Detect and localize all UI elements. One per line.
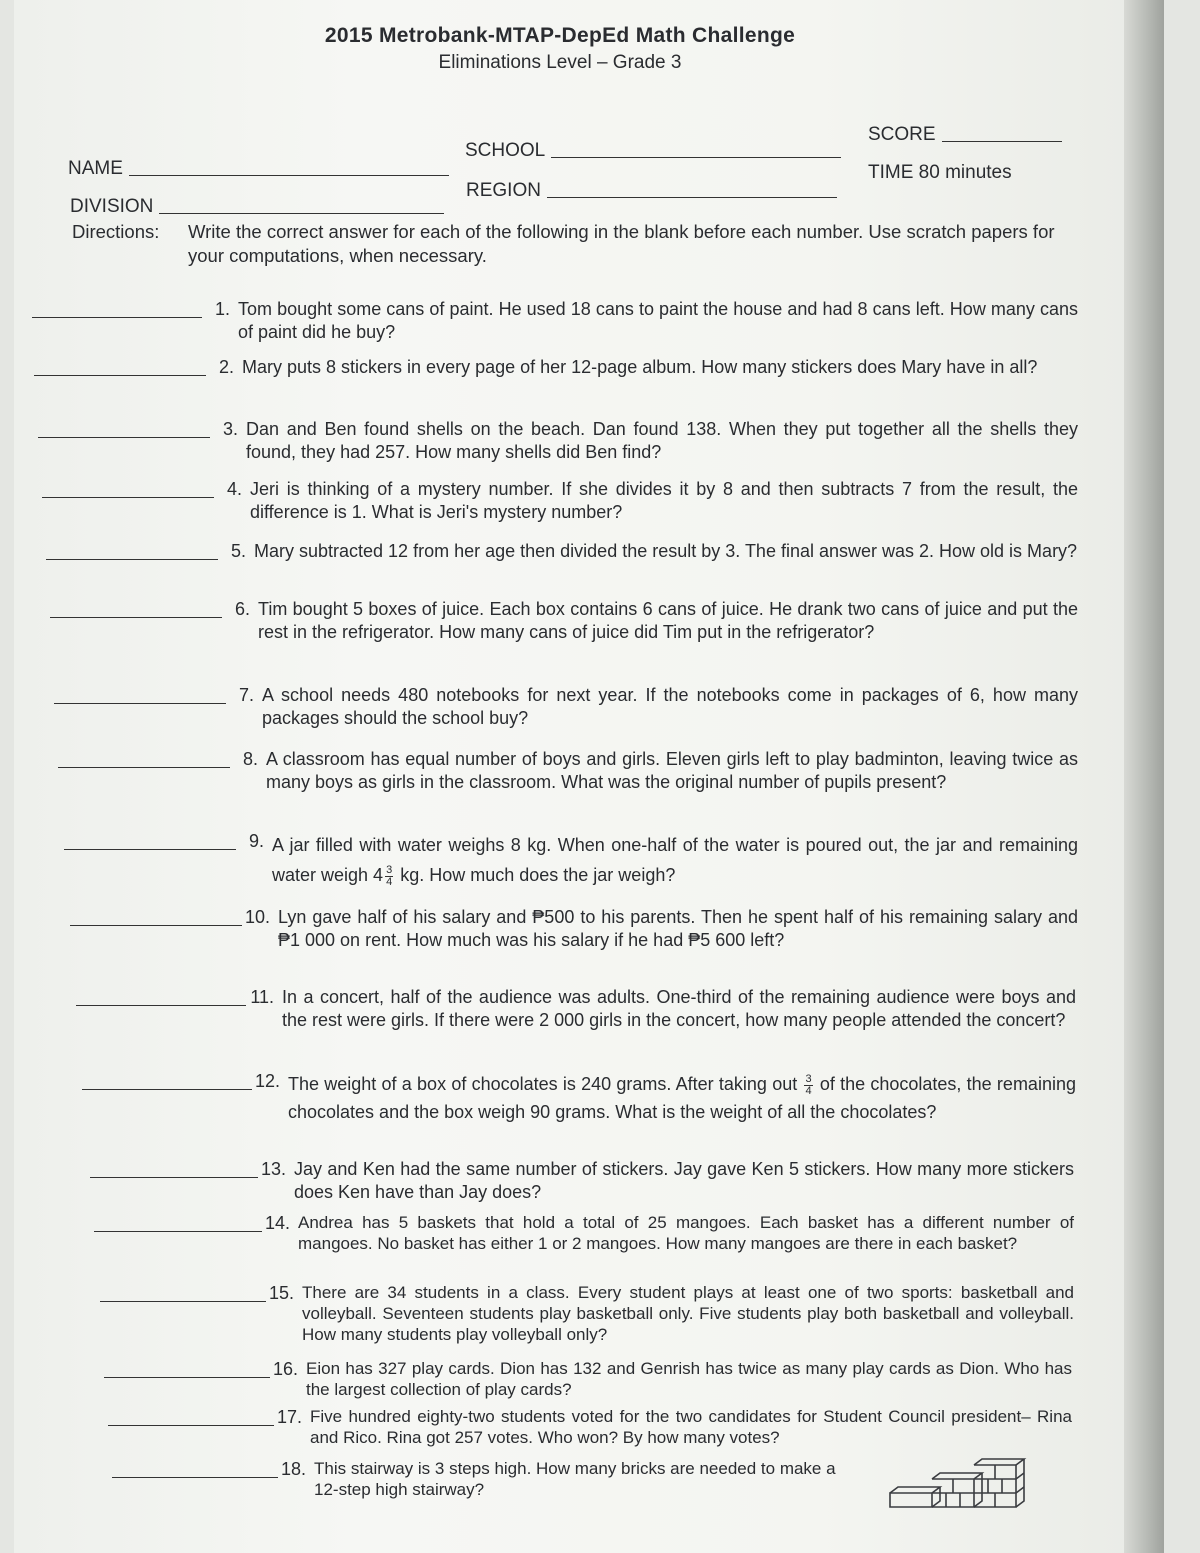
question-item <box>32 298 1078 344</box>
brick-side-joint <box>1016 1473 1024 1493</box>
answer-blank[interactable] <box>90 1176 258 1178</box>
time-label: TIME 80 minutes <box>868 162 1012 183</box>
question-number: 8. <box>242 749 258 769</box>
question-text-part-b: of the chocolates, the remaining chocolates and the box weigh 90 grams. What is the weight of all the chocolates? <box>288 1074 1076 1122</box>
answer-blank[interactable] <box>94 1230 262 1232</box>
question-item <box>64 830 1078 890</box>
brick-joint <box>974 1479 1016 1493</box>
worksheet-header <box>0 24 1120 74</box>
question-text: Jay and Ken had the same number of stickers. Jay gave Ken 5 stickers. How many more stickers does Ken have than Jay does? <box>294 1159 1074 1202</box>
question-item <box>94 1212 1074 1254</box>
question-text: Eion has 327 play cards. Dion has 132 and Genrish has twice as many play cards as Dion. Who has the largest collection of play cards? <box>306 1359 1072 1399</box>
directions-label: Directions: <box>72 221 160 242</box>
score-field[interactable] <box>868 124 1062 146</box>
time-field <box>868 162 1012 184</box>
question-text: A school needs 480 notebooks for next year. If the notebooks come in packages of 6, how many packages should the school buy? <box>262 685 1078 728</box>
brick-top <box>890 1487 940 1493</box>
question-text: Tom bought some cans of paint. He used 18 cans to paint the house and had 8 cans left. How many cans of paint did he buy? <box>238 299 1078 342</box>
question-number: 14. <box>264 1213 290 1233</box>
fraction-numerator: 3 <box>386 863 393 876</box>
question-item <box>100 1282 1074 1345</box>
question-item <box>58 748 1078 794</box>
division-label: DIVISION <box>70 196 154 217</box>
question-number: 9. <box>248 831 264 851</box>
question-number: 12. <box>254 1071 280 1091</box>
division-field[interactable] <box>70 196 444 218</box>
answer-blank[interactable] <box>50 616 222 618</box>
question-item <box>76 986 1076 1032</box>
question-item <box>112 1458 862 1500</box>
question-text: Tim bought 5 boxes of juice. Each box contains 6 cans of juice. He drank two cans of juice and put the rest in the refrigerator. How many cans of juice did Tim put in the refrigerator? <box>258 599 1078 642</box>
answer-blank[interactable] <box>112 1476 278 1478</box>
question-text: Jeri is thinking of a mystery number. If she divides it by 8 and then subtracts 7 from the result, the difference is 1. What is Jeri's mystery number? <box>250 479 1078 522</box>
question-number: 2. <box>218 357 234 377</box>
answer-blank[interactable] <box>54 702 226 704</box>
fraction-denominator: 4 <box>805 1084 812 1097</box>
fraction-denominator: 4 <box>386 875 393 888</box>
name-line[interactable] <box>129 174 449 176</box>
question-text: Five hundred eighty-two students voted for the two candidates for Student Council president– Rina and Rico. Rina got 257 votes. Who won? By how many votes? <box>310 1407 1072 1447</box>
brick-side <box>1016 1459 1024 1507</box>
question-item <box>34 356 1078 379</box>
question-number: 3. <box>222 419 238 439</box>
question-number: 6. <box>234 599 250 619</box>
question-number: 10. <box>244 907 270 927</box>
question-item <box>104 1358 1072 1400</box>
answer-blank[interactable] <box>76 1004 246 1006</box>
question-number: 18. <box>280 1459 306 1479</box>
question-text-part-b: kg. How much does the jar weigh? <box>400 865 676 885</box>
question-text: Andrea has 5 baskets that hold a total of 25 mangoes. Each basket has a different number of mangoes. No basket has either 1 or 2 mangoes. How many mangoes are there in each basket? <box>298 1213 1074 1253</box>
answer-blank[interactable] <box>64 848 236 850</box>
school-field[interactable] <box>465 140 841 162</box>
worksheet-subtitle: Eliminations Level – Grade 3 <box>438 52 682 73</box>
brick-top <box>974 1459 1024 1465</box>
answer-blank[interactable] <box>46 558 218 560</box>
question-item <box>38 418 1078 464</box>
answer-blank[interactable] <box>32 316 202 318</box>
answer-blank[interactable] <box>58 766 230 768</box>
question-number: 16. <box>272 1359 298 1379</box>
region-label: REGION <box>466 180 541 201</box>
question-text: There are 34 students in a class. Every student plays at least one of two sports: basketball and volleyball. Seventeen students play basketball only. Five students play both basketball and volleyball. How many students play volleyball only? <box>302 1283 1074 1344</box>
name-field[interactable] <box>68 158 449 180</box>
question-item <box>70 906 1078 952</box>
name-label: NAME <box>68 158 123 179</box>
stairway-bricks-figure <box>888 1455 1028 1511</box>
answer-blank[interactable] <box>100 1300 266 1302</box>
school-label: SCHOOL <box>465 140 546 161</box>
answer-blank[interactable] <box>34 374 206 376</box>
question-item <box>54 684 1078 730</box>
question-item <box>50 598 1078 644</box>
question-item <box>108 1406 1072 1448</box>
question-text: A classroom has equal number of boys and girls. Eleven girls left to play badminton, leaving twice as many boys as girls in the classroom. What was the original number of pupils present? <box>266 749 1078 792</box>
directions <box>72 220 1082 268</box>
question-number: 5. <box>230 541 246 561</box>
answer-blank[interactable] <box>38 436 210 438</box>
question-text-part-a: A jar filled with water weighs 8 kg. When one-half of the water is poured out, the jar and remaining water weigh 4 <box>272 835 1078 885</box>
question-number: 17. <box>276 1407 302 1427</box>
fraction-three-fourths <box>385 865 393 888</box>
question-text: Mary subtracted 12 from her age then divided the result by 3. The final answer was 2. How old is Mary? <box>254 541 1078 561</box>
answer-blank[interactable] <box>104 1376 270 1378</box>
question-item <box>90 1158 1074 1204</box>
question-number: 7. <box>238 685 254 705</box>
school-line[interactable] <box>551 156 841 158</box>
question-item <box>82 1070 1076 1126</box>
question-number: 4. <box>226 479 242 499</box>
paper-edge-shadow <box>1124 0 1164 1553</box>
question-text-part-a: The weight of a box of chocolates is 240 grams. After taking out <box>288 1074 798 1094</box>
answer-blank[interactable] <box>70 924 242 926</box>
brick-joint <box>988 1465 1002 1507</box>
question-text: Lyn gave half of his salary and ₱500 to his parents. Then he spent half of his remaining salary and ₱1 000 on rent. How much was his salary if he had ₱5 600 left? <box>278 907 1078 950</box>
answer-blank[interactable] <box>42 496 214 498</box>
answer-blank[interactable] <box>108 1424 274 1426</box>
question-text: In a concert, half of the audience was adults. One-third of the remaining audience were boys and the rest were girls. If there were 2 000 girls in the concert, how many people attended the concert? <box>282 987 1076 1030</box>
directions-text: Write the correct answer for each of the following in the blank before each number. Use scratch papers for your computations, when necessary. <box>188 221 1055 266</box>
question-number: 1. <box>214 299 230 319</box>
question-number: 13. <box>260 1159 286 1179</box>
question-text <box>272 830 1078 890</box>
question-text: Mary puts 8 stickers in every page of her 12-page album. How many stickers does Mary have in all? <box>242 357 1038 377</box>
score-line[interactable] <box>942 140 1062 142</box>
brick <box>890 1493 932 1507</box>
division-line[interactable] <box>159 212 444 214</box>
brick-top <box>932 1473 982 1479</box>
answer-blank[interactable] <box>82 1088 252 1090</box>
question-item <box>42 478 1078 524</box>
worksheet-title: 2015 Metrobank-MTAP-DepEd Math Challenge <box>324 24 796 47</box>
fraction-three-fourths <box>804 1074 812 1097</box>
question-number: 11. <box>250 987 274 1007</box>
question-text: This stairway is 3 steps high. How many bricks are needed to make a 12-step high stairway? <box>314 1459 836 1499</box>
question-item <box>46 540 1078 563</box>
score-label: SCORE <box>868 124 936 145</box>
region-field[interactable] <box>466 180 837 202</box>
question-text: Dan and Ben found shells on the beach. Dan found 138. When they put together all the shells they found, they had 257. How many shells did Ben find? <box>246 419 1078 462</box>
fraction-numerator: 3 <box>805 1072 812 1085</box>
question-text <box>288 1070 1076 1126</box>
region-line[interactable] <box>547 196 837 198</box>
question-number: 15. <box>268 1283 294 1303</box>
